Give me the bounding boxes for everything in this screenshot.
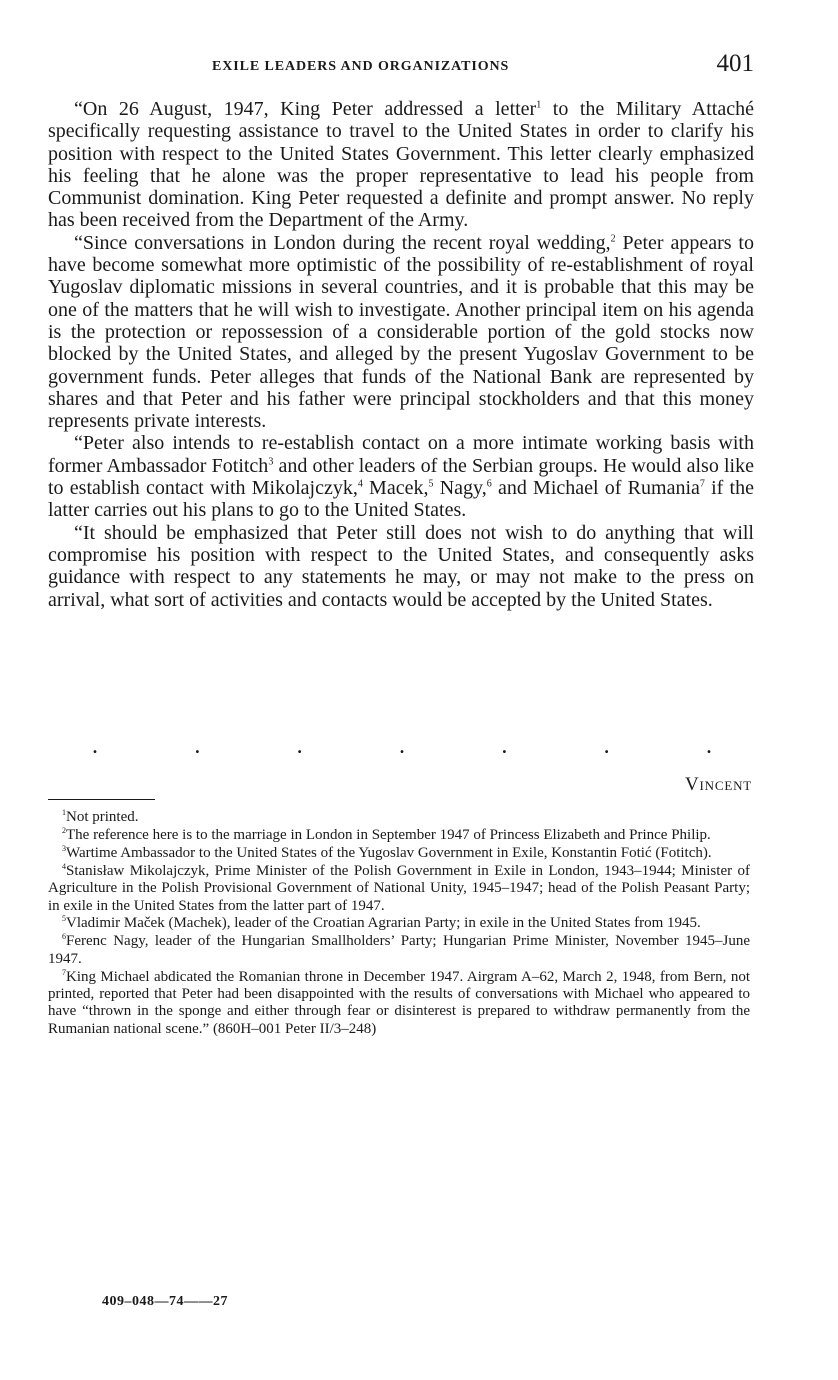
ellipsis-dot: . [501, 733, 508, 759]
footnote-text: Wartime Ambassador to the United States of the Yugoslav Government in Exile, Konstantin Fotić (Fotitch). [66, 844, 712, 861]
ellipsis-dot: . [194, 733, 201, 759]
footnote-text: Ferenc Nagy, leader of the Hungarian Smallholders’ Party; Hungarian Prime Minister, November 1945–June 1947. [48, 933, 750, 967]
body-text [48, 98, 754, 611]
footnote-ref: 2 [610, 233, 616, 245]
footnote-mark: 7 [62, 967, 66, 977]
footnote-text: Not printed. [66, 809, 139, 825]
paragraph-text: “Peter also intends to re-establish contact on a more intimate working basis with former Ambassador Fotitch [48, 432, 754, 477]
ellipsis-dot: . [296, 733, 303, 759]
paragraph [48, 98, 754, 232]
paragraph-text: and Michael of Rumania [491, 477, 700, 500]
footnote-mark: 1 [62, 808, 66, 817]
page-number: 401 [716, 50, 754, 77]
footnote-mark: 2 [62, 825, 66, 835]
paragraph-text: and other leaders of the Serbian groups. He would also like to establish contact with Mikolajczyk, [48, 454, 754, 500]
footnote [48, 915, 750, 932]
footnote-ref: 3 [268, 456, 274, 468]
ellipsis-dot: . [705, 733, 712, 759]
footnote [48, 933, 750, 968]
footnote-ref: 7 [699, 478, 705, 490]
footnote-text: Vladimir Maček (Machek), leader of the Croatian Agrarian Party; in exile in the United States from 1945. [66, 915, 701, 932]
footnote-text: King Michael abdicated the Romanian throne in December 1947. Airgram A–62, March 2, 1948, from Bern, not printed, reported that Peter had been disappointed with the results of conversations with Michael who appeared to have “thrown in the sponge and either through fear or disinterest is prepared to withdraw permanently from the Rumanian national scene.” (860H–001 Peter II/3–248) [48, 968, 750, 1037]
footnote [48, 845, 750, 862]
footnote-text: The reference here is to the marriage in London in September 1947 of Princess Elizabeth and Prince Philip. [66, 826, 711, 843]
paragraph: “It should be emphasized that Peter still does not wish to do anything that will compromise his position with respect to the United States, and consequently asks guidance with respect to any statements he may, or may not make to the press on arrival, what sort of activities and contacts would be accepted by the United States. [48, 521, 754, 611]
footnote-ref: 6 [486, 478, 492, 490]
footnote-rule [48, 799, 155, 800]
footnotes [48, 809, 750, 1039]
ellipsis-dot: . [398, 733, 405, 759]
running-head: EXILE LEADERS AND ORGANIZATIONS [212, 59, 510, 74]
ellipsis-dot: . [603, 733, 610, 759]
paragraph-text: “On 26 August, 1947, King Peter addressed a letter [74, 98, 537, 120]
footnote-text: Stanisław Mikolajczyk, Prime Minister of the Polish Government in Exile in London, 1943–1944; Minister of Agriculture in the Polish Provisional Government of National Unity, 1945–1947; head of the Polish Peasant Party; in exile in the United States from the latter part of 1947. [48, 862, 750, 914]
ellipsis-dot: . [92, 733, 98, 759]
paragraph-text: “Since conversations in London during the recent royal wedding, [74, 231, 611, 254]
footnote-mark: 6 [62, 932, 66, 942]
footnote-ref: 4 [357, 478, 363, 490]
paragraph-text: Nagy, [433, 477, 487, 500]
paragraph [48, 232, 754, 433]
footnote-mark: 5 [62, 914, 66, 924]
paragraph-text: to the Military Attaché specifically requesting assistance to travel to the United States in order to clarify his position with respect to the United States Government. This letter clearly emphasized his feeling that he alone was the proper representative to lead his people from Communist domination. King Peter requested a definite and prompt answer. No reply has been received from the Department of the Army. [48, 98, 754, 232]
paragraph-text: Peter appears to have become somewhat more optimistic of the possibility of re-establishment of royal Yugoslav diplomatic missions in several countries, and it is probable that this may be one of the matters that he will wish to investigate. Another principal item on his agenda is the protection or repossession of a considerable portion of the gold stocks now blocked by the United States, and alleged by the present Yugoslav Government to be government funds. Peter alleges that funds of the National Bank are represented by shares and that Peter and his father were principal stockholders and that this money represents private interests. [48, 231, 754, 433]
footnote [48, 969, 750, 1039]
signature: Vincent [685, 774, 752, 795]
footnote-mark: 3 [62, 843, 66, 853]
page-header [48, 50, 754, 86]
omission-ellipsis [92, 734, 712, 758]
footnote-mark: 4 [62, 861, 66, 871]
footnote [48, 863, 750, 915]
paragraph-text: Macek, [362, 477, 429, 500]
print-code: 409–048—74——27 [102, 1294, 228, 1309]
footnote [48, 809, 750, 826]
paragraph [48, 432, 754, 521]
footnote [48, 827, 750, 844]
footnote-ref: 1 [536, 99, 542, 111]
footnote-ref: 5 [428, 478, 434, 490]
paragraph-text: if the latter carries out his plans to go to the United States. [48, 477, 754, 522]
